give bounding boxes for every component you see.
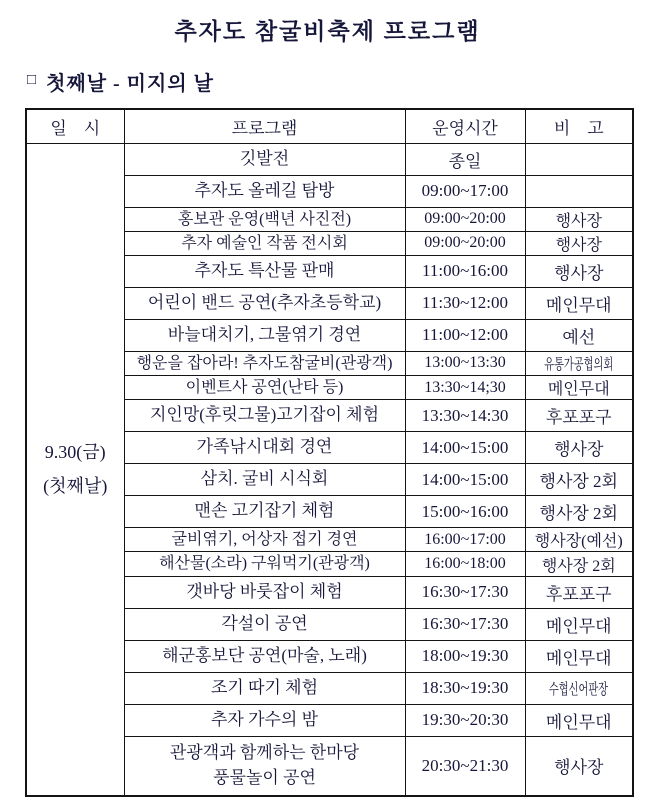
date-cell: 9.30(금) (첫째날) xyxy=(26,143,124,796)
time-cell: 13:30~14;30 xyxy=(405,376,525,400)
note-cell: 행사장 xyxy=(525,255,633,287)
note-cell: 메인무대 xyxy=(525,376,633,400)
time-cell: 16:00~18:00 xyxy=(405,552,525,576)
note-cell xyxy=(525,143,633,175)
time-cell: 11:30~12:00 xyxy=(405,287,525,319)
program-cell: 바늘대치기, 그물엮기 경연 xyxy=(124,319,405,351)
table-row xyxy=(26,143,633,175)
note-cell: 유통가공협의회 xyxy=(525,351,633,375)
program-cell: 각설이 공연 xyxy=(124,608,405,640)
note-cell: 메인무대 xyxy=(525,704,633,736)
time-cell: 09:00~20:00 xyxy=(405,231,525,255)
program-cell: 행운을 잡아라! 추자도참굴비(관광객) xyxy=(124,351,405,375)
note-cell: 수협신어판장 xyxy=(525,672,633,704)
time-cell: 14:00~15:00 xyxy=(405,432,525,464)
time-cell: 16:30~17:30 xyxy=(405,608,525,640)
time-cell: 09:00~20:00 xyxy=(405,207,525,231)
program-cell: 깃발전 xyxy=(124,143,405,175)
program-cell: 추자도 올레길 탐방 xyxy=(124,175,405,207)
note-cell: 행사장 2회 xyxy=(525,552,633,576)
program-cell: 관광객과 함께하는 한마당 풍물놀이 공연 xyxy=(124,736,405,796)
program-cell: 해산물(소라) 구워먹기(관광객) xyxy=(124,552,405,576)
time-cell: 15:00~16:00 xyxy=(405,496,525,528)
note-cell: 행사장 2회 xyxy=(525,464,633,496)
program-cell: 가족낚시대회 경연 xyxy=(124,432,405,464)
section-heading xyxy=(27,67,655,96)
program-cell: 추자 예술인 작품 전시회 xyxy=(124,231,405,255)
time-cell: 18:00~19:30 xyxy=(405,640,525,672)
note-cell: 행사장 xyxy=(525,231,633,255)
note-cell: 행사장 xyxy=(525,736,633,796)
program-cell: 해군홍보단 공연(마술, 노래) xyxy=(124,640,405,672)
header-program: 프로그램 xyxy=(124,109,405,143)
note-cell xyxy=(525,175,633,207)
program-cell: 지인망(후릿그물)고기잡이 체험 xyxy=(124,400,405,432)
program-cell: 갯바당 바룻잡이 체험 xyxy=(124,576,405,608)
time-cell: 13:00~13:30 xyxy=(405,351,525,375)
time-cell: 11:00~16:00 xyxy=(405,255,525,287)
program-cell: 추자도 특산물 판매 xyxy=(124,255,405,287)
program-cell: 삼치. 굴비 시식회 xyxy=(124,464,405,496)
note-cell: 행사장 xyxy=(525,432,633,464)
time-cell: 종일 xyxy=(405,143,525,175)
note-cell: 행사장(예선) xyxy=(525,528,633,552)
program-cell: 굴비엮기, 어상자 접기 경연 xyxy=(124,528,405,552)
time-cell: 20:30~21:30 xyxy=(405,736,525,796)
header-note: 비 고 xyxy=(525,109,633,143)
note-cell: 메인무대 xyxy=(525,608,633,640)
note-cell: 행사장 2회 xyxy=(525,496,633,528)
time-cell: 14:00~15:00 xyxy=(405,464,525,496)
square-bullet-icon: □ xyxy=(27,72,38,88)
program-cell: 맨손 고기잡기 체험 xyxy=(124,496,405,528)
note-cell: 후포포구 xyxy=(525,576,633,608)
time-cell: 13:30~14:30 xyxy=(405,400,525,432)
time-cell: 19:30~20:30 xyxy=(405,704,525,736)
time-cell: 11:00~12:00 xyxy=(405,319,525,351)
program-cell: 어린이 밴드 공연(추자초등학교) xyxy=(124,287,405,319)
program-table-body xyxy=(26,143,633,796)
time-cell: 09:00~17:00 xyxy=(405,175,525,207)
note-cell: 메인무대 xyxy=(525,640,633,672)
page-title: 추자도 참굴비축제 프로그램 xyxy=(174,19,481,44)
header-time: 운영시간 xyxy=(405,109,525,143)
program-cell: 이벤트사 공연(난타 등) xyxy=(124,376,405,400)
note-cell: 예선 xyxy=(525,319,633,351)
table-header-row xyxy=(26,109,633,143)
program-cell: 조기 따기 체험 xyxy=(124,672,405,704)
time-cell: 16:00~17:00 xyxy=(405,528,525,552)
program-cell: 홍보관 운영(백년 사진전) xyxy=(124,207,405,231)
program-schedule-table xyxy=(25,108,634,797)
note-cell: 메인무대 xyxy=(525,287,633,319)
note-cell: 행사장 xyxy=(525,207,633,231)
time-cell: 16:30~17:30 xyxy=(405,576,525,608)
section-label: 첫째날 - 미지의 날 xyxy=(46,73,214,95)
note-cell: 후포포구 xyxy=(525,400,633,432)
header-date: 일 시 xyxy=(26,109,124,143)
time-cell: 18:30~19:30 xyxy=(405,672,525,704)
program-cell: 추자 가수의 밤 xyxy=(124,704,405,736)
